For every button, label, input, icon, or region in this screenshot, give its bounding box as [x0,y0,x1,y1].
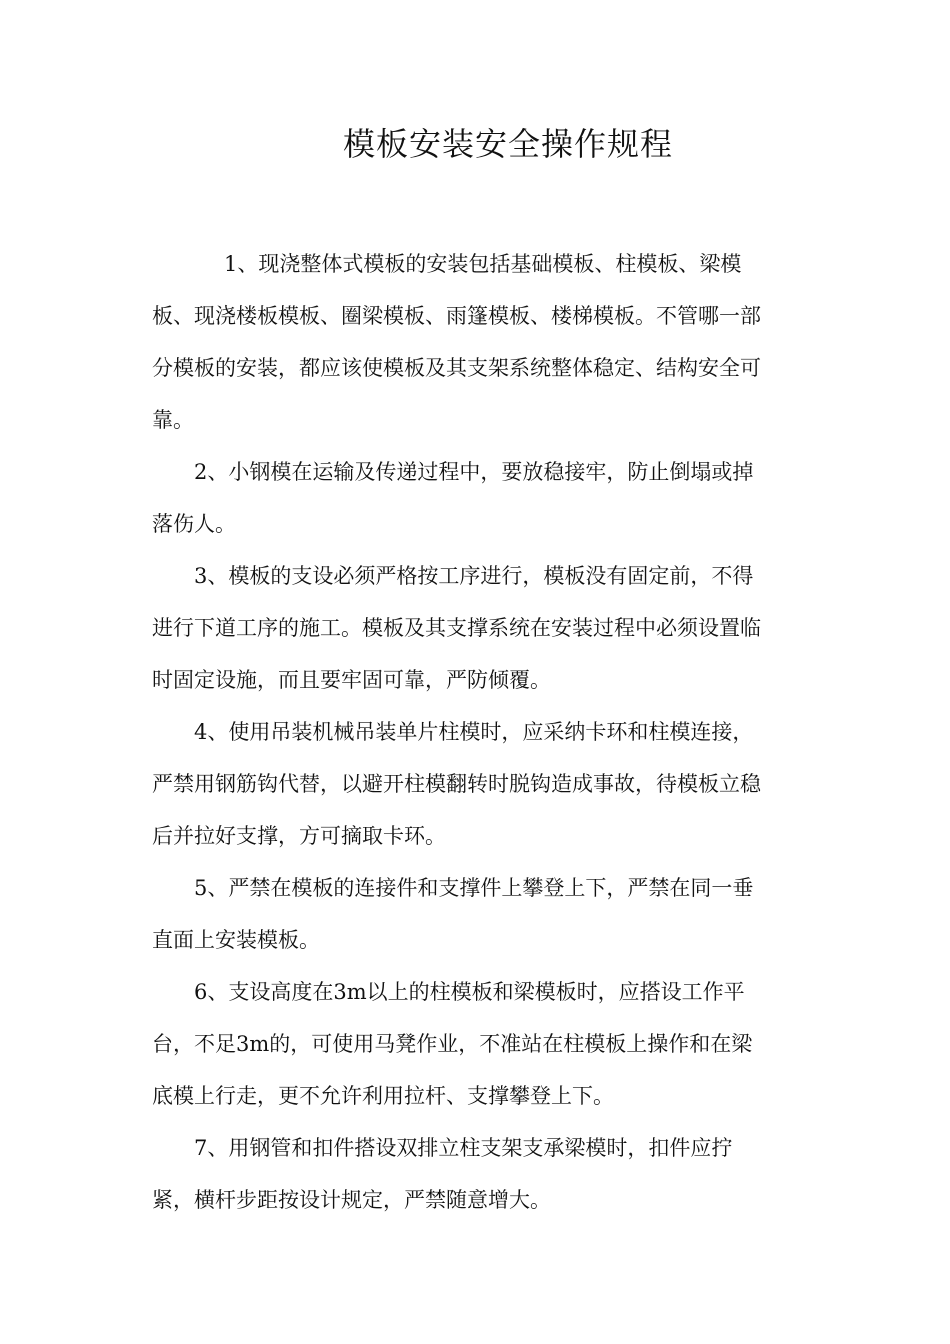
paragraph-3-line-1: 3、模板的支设必须严格按工序进行，模板没有固定前，不得 [194,564,754,588]
document-title: 模板安装安全操作规程 [342,125,673,163]
paragraph-3-line-3: 时固定设施，而且要牢固可靠，严防倾覆。 [152,668,551,692]
paragraph-4-line-1: 4、使用吊装机械吊装单片柱模时，应采纳卡环和柱模连接， [194,720,754,744]
paragraph-6 [152,966,812,1122]
paragraph-6-line-2: 台，不足3m的，可使用马凳作业，不准站在柱模板上操作和在梁 [152,1032,753,1056]
document-body [152,238,812,1226]
paragraph-2-line-2: 落伤人。 [152,512,236,536]
paragraph-4-line-3: 后并拉好支撑，方可摘取卡环。 [152,824,446,848]
paragraph-1 [152,238,812,446]
paragraph-5-line-1: 5、严禁在模板的连接件和支撑件上攀登上下，严禁在同一垂 [194,876,754,900]
paragraph-2-line-1: 2、小钢模在运输及传递过程中，要放稳接牢，防止倒塌或掉 [194,460,754,484]
paragraph-4-line-2: 严禁用钢筋钩代替，以避开柱模翻转时脱钩造成事故，待模板立稳 [152,772,761,796]
paragraph-3-line-2: 进行下道工序的施工。模板及其支撑系统在安装过程中必须设置临 [152,616,761,640]
paragraph-1-line-4: 靠。 [152,408,194,432]
paragraph-3 [152,550,812,706]
paragraph-6-line-3: 底模上行走，更不允许利用拉杆、支撑攀登上下。 [152,1084,614,1108]
paragraph-4 [152,706,812,862]
paragraph-6-line-1: 6、支设高度在3m以上的柱模板和梁模板时，应搭设工作平 [194,980,745,1004]
paragraph-5 [152,862,812,966]
paragraph-1-line-2: 板、现浇楼板模板、圈梁模板、雨篷模板、楼梯模板。不管哪一部 [152,304,761,328]
paragraph-2 [152,446,812,550]
paragraph-1-line-1: 1、现浇整体式模板的安装包括基础模板、柱模板、梁模 [224,252,742,276]
paragraph-1-line-3: 分模板的安装，都应该使模板及其支架系统整体稳定、结构安全可 [152,356,761,380]
paragraph-7-line-1: 7、用钢管和扣件搭设双排立柱支架支承梁模时，扣件应拧 [194,1136,733,1160]
paragraph-7-line-2: 紧，横杆步距按设计规定，严禁随意增大。 [152,1188,551,1212]
paragraph-5-line-2: 直面上安装模板。 [152,928,320,952]
paragraph-7 [152,1122,812,1226]
